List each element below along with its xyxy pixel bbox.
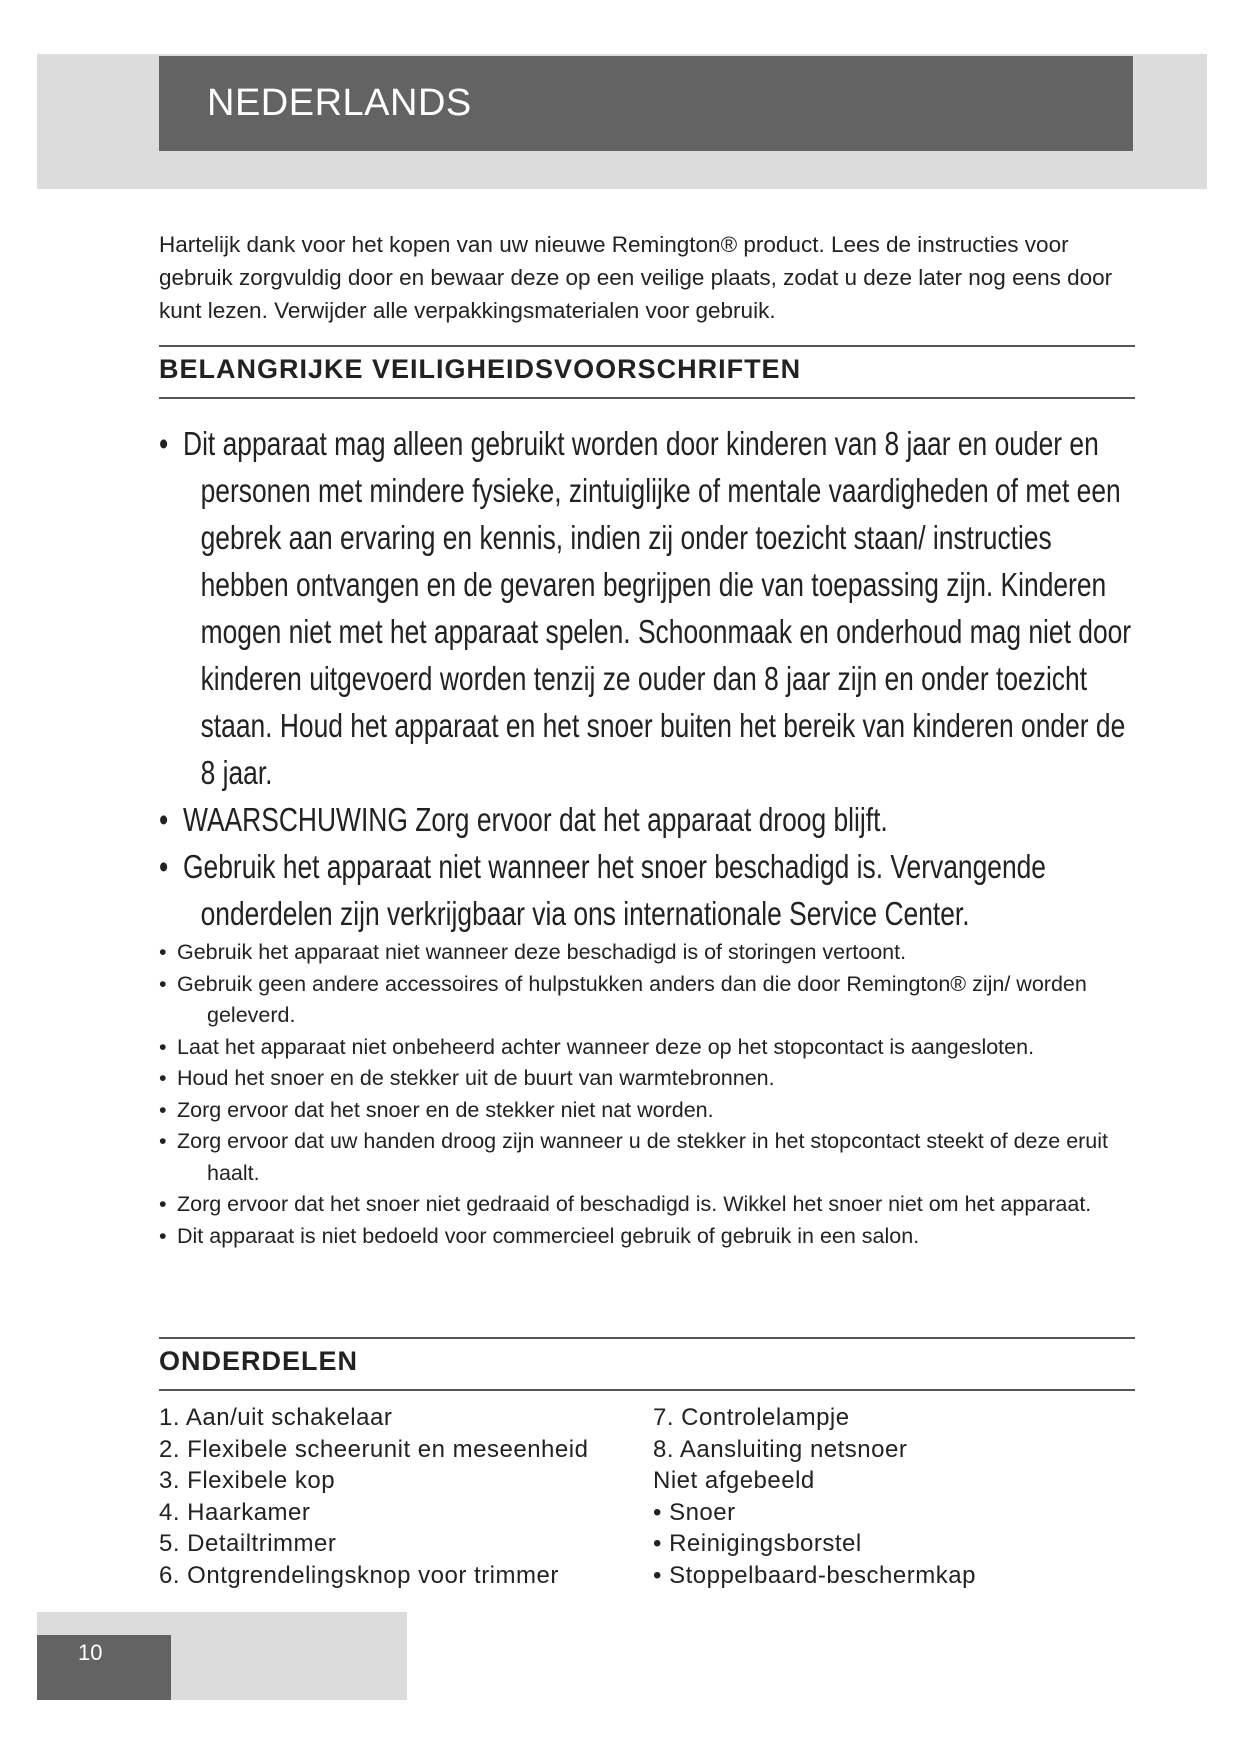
list-item: • Dit apparaat is niet bedoeld voor commercieel gebruik of gebruik in een salon. [159,1221,1149,1253]
parts-heading: ONDERDELEN [159,1346,359,1376]
list-item: 8. Aansluiting netsnoer [653,1435,908,1463]
list-item: • Gebruik het apparaat niet wanneer het snoer beschadigd is. Vervangende onderdelen zijn verkrijgbaar via ons internationale Service Center. [159,843,1145,937]
language-title-bar [159,56,1133,151]
parts-list-right [653,1402,976,1591]
list-item: • Houd het snoer en de stekker uit de buurt van warmtebronnen. [159,1063,1149,1095]
page-number-box [37,1635,171,1700]
safety-list-small [159,937,1149,1252]
section-divider-bottom [159,1389,1135,1391]
list-item: • Zorg ervoor dat het snoer en de stekker niet nat worden. [159,1095,1149,1127]
list-item: 5. Detailtrimmer [159,1530,337,1557]
section-divider-top [159,345,1135,347]
safety-heading: BELANGRIJKE VEILIGHEIDSVOORSCHRIFTEN [159,354,802,384]
list-item: • Stoppelbaard-beschermkap [653,1561,976,1589]
list-item: • Reinigingsborstel [653,1530,862,1557]
section-divider-top [159,1337,1135,1339]
list-item: • Zorg ervoor dat uw handen droog zijn wanneer u de stekker in het stopcontact steekt of deze eruit haalt. [159,1126,1149,1189]
list-item: • WAARSCHUWING Zorg ervoor dat het apparaat droog blijft. [159,796,1145,843]
list-item: 1. Aan/uit schakelaar [159,1404,393,1431]
intro-paragraph: Hartelijk dank voor het kopen van uw nieuwe Remington® product. Lees de instructies voor gebruik zorgvuldig door en bewaar deze op een veilige plaats, zodat u deze later nog eens door kunt lezen. Verwijder alle verpakkingsmaterialen voor gebruik. [159,232,1113,323]
parts-list-left [159,1402,588,1591]
list-item: 7. Controlelampje [653,1404,850,1431]
list-item: 6. Ontgrendelingsknop voor trimmer [159,1561,559,1589]
list-item: • Gebruik geen andere accessoires of hulpstukken anders dan die door Remington® zijn/ worden geleverd. [159,969,1149,1032]
list-item: 3. Flexibele kop [159,1467,336,1494]
list-item: Niet afgebeeld [653,1467,815,1494]
list-item: • Laat het apparaat niet onbeheerd achter wanneer deze op het stopcontact is aangesloten. [159,1032,1149,1064]
list-item: 2. Flexibele scheerunit en meseenheid [159,1435,589,1463]
list-item: • Snoer [653,1498,736,1526]
safety-list-large [159,420,1132,937]
list-item: • Dit apparaat mag alleen gebruikt worden door kinderen van 8 jaar en ouder en personen met mindere fysieke, zintuiglijke of mentale vaardigheden of met een gebrek aan ervaring en kennis, indien zij onder toezicht staan/ instructies hebben ontvangen en de gevaren begrijpen die van toepassing zijn. Kinderen mogen niet met het apparaat spelen. Schoonmaak en onderhoud mag niet door kinderen uitgevoerd worden tenzij ze ouder dan 8 jaar zijn en onder toezicht staan. Houd het apparaat en het snoer buiten het bereik van kinderen onder de 8 jaar. [159,420,1145,796]
list-item: • Gebruik het apparaat niet wanneer deze beschadigd is of storingen vertoont. [159,937,1149,969]
list-item: 4. Haarkamer [159,1498,311,1526]
page-number: 10 [78,1640,103,1665]
section-divider-bottom [159,397,1135,399]
page-title: NEDERLANDS [207,82,472,124]
list-item: • Zorg ervoor dat het snoer niet gedraaid of beschadigd is. Wikkel het snoer niet om het apparaat. [159,1189,1149,1221]
